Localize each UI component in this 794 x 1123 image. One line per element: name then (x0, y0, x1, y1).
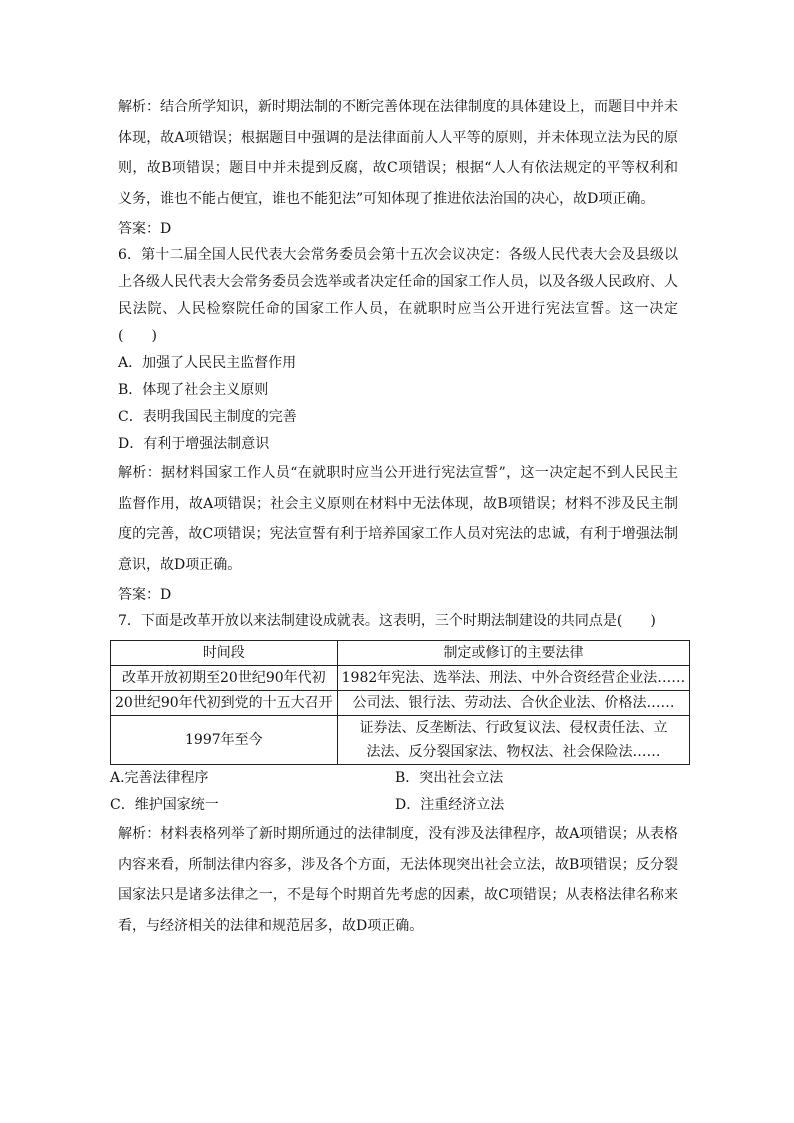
q6-option-c: C．表明我国民主制度的完善 (118, 409, 297, 425)
q6-option-d: D．有利于增强法制意识 (118, 436, 270, 452)
table-cell-laws: 1982年宪法、选举法、刑法、中外合资经营企业法…… (337, 666, 690, 691)
q6-option-b: B．体现了社会主义原则 (118, 382, 269, 398)
table-row (111, 691, 690, 716)
table-cell-period: 改革开放初期至20世纪90年代初 (111, 666, 338, 691)
table-header-laws: 制定或修订的主要法律 (337, 641, 690, 666)
q7-options-row-1 (110, 765, 678, 792)
table-row (111, 666, 690, 691)
document-page (110, 92, 686, 941)
q7-stem: 7．下面是改革开放以来法制建设成就表。这表明，三个时期法制建设的共同点是( ) (118, 613, 656, 629)
q7-option-b: B．突出社会立法 (395, 770, 504, 786)
table-cell-laws-line: 证券法、反垄断法、行政复议法、侵权责任法、立 (359, 720, 668, 736)
table-header-period: 时间段 (111, 641, 338, 666)
q7-option-c: C．维护国家统一 (110, 797, 219, 813)
q7-option-d: D．注重经济立法 (395, 797, 505, 813)
q6-stem: 6．第十二届全国人民代表大会常务委员会第十五次会议决定：各级人民代表大会及县级以上各级人民代表大会常务委员会选举或者决定任命的国家工作人员，以及各级人民政府、人民法院、人民检察院任命的国家工作人员，在就职时应当公开进行宪法宣誓。这一决定( ) (118, 247, 678, 344)
table-header-row (111, 641, 690, 666)
table-cell-laws (337, 716, 690, 765)
table-row (111, 716, 690, 765)
q7-option-a: A.完善法律程序 (110, 770, 209, 786)
q7-analysis: 解析：材料表格列举了新时期所通过的法律制度，没有涉及法律程序，故A项错误；从表格内容来看，所制法律内容多，涉及各个方面，无法体现突出社会立法，故B项错误；反分裂国家法只是诸多法律之一，不是每个时期首先考虑的因素，故C项错误；从表格法律名称来看，与经济相关的法律和规范居多，故D项正确。 (118, 826, 678, 934)
q7-options-row-2 (110, 792, 678, 819)
table-cell-period: 20世纪90年代初到党的十五大召开 (111, 691, 338, 716)
table-cell-laws-line: 法法、反分裂国家法、物权法、社会保险法…… (366, 744, 661, 760)
table-cell-laws: 公司法、银行法、劳动法、合伙企业法、价格法…… (337, 691, 690, 716)
law-achievement-table (110, 640, 690, 765)
q6-option-a: A．加强了人民民主监督作用 (118, 355, 297, 371)
q6-analysis: 解析：据材料国家工作人员“在就职时应当公开进行宪法宣誓”，这一决定起不到人民民主监督作用，故A项错误；社会主义原则在材料中无法体现，故B项错误；材料不涉及民主制度的完善，故C项错误；宪法宣誓有利于培养国家工作人员对宪法的忠诚，有利于增强法制意识，故D项正确。 (118, 465, 678, 573)
q5-analysis: 解析：结合所学知识，新时期法制的不断完善体现在法律制度的具体建设上，而题目中并未体现，故A项错误；根据题目中强调的是法律面前人人平等的原则，并未体现立法为民的原则，故B项错误；题目中并未提到反腐，故C项错误；根据“人人有依法规定的平等权利和义务，谁也不能占便宜，谁也不能犯法”可知体现了推进依法治国的决心，故D项正确。 (118, 99, 678, 207)
q5-answer: 答案：D (118, 221, 172, 237)
q6-answer: 答案：D (118, 587, 172, 603)
table-cell-period: 1997年至今 (111, 716, 338, 765)
